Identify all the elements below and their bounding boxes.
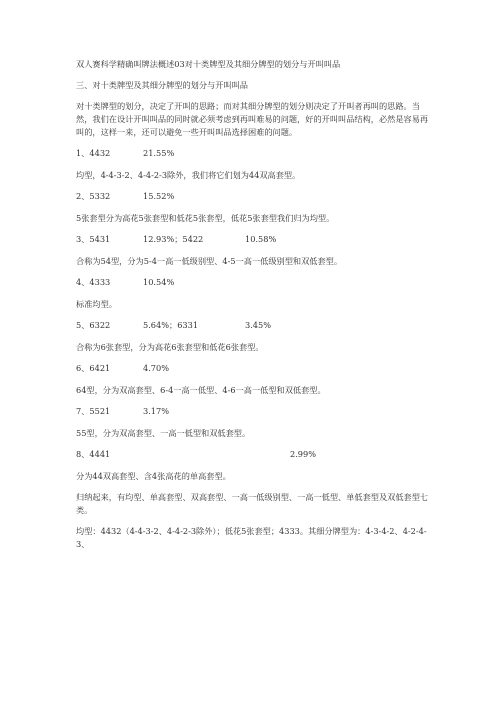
stat-line-2: 2、5332 15.52% [76,191,175,201]
summary-paragraph: 归纳起来，有均型、单高套型、双高套型、一高一低级别型、一高一低型、单低套型及双低套型七类。 [76,492,429,515]
desc-line-1: 均型，4-4-3-2、4-4-2-3除外，我们将它们划为44双高套型。 [76,170,301,180]
desc-line-5: 合称为6张套型，分为高花6张套型和低花6张套型。 [76,342,264,352]
stat-line-4: 4、4333 10.54% [76,277,175,287]
desc-line-4: 标准均型。 [76,299,117,309]
desc-line-3: 合称为54型，分为5-4一高一低级别型、4-5一高一低级别型和双低套型。 [76,256,343,266]
intro-paragraph: 对十类牌型的划分，决定了开叫的思路；而对其细分牌型的划分则决定了开叫者再叫的思路。当然，我们在设计开叫叫品的同时就必须考虑到再叫难易的问题，好的开叫叫品结构，必然是容易再叫的，这样一来，还可以避免一些开叫叫品选择困难的问题。 [76,101,429,137]
last-line: 均型：4432（4-4-3-2、4-4-2-3除外）；低花5张套型；4333。其细分牌型为：4-3-4-2、4-2-4-3、 [76,526,427,549]
stat-line-5: 5、6322 5.64%；6331 3.45% [76,320,272,330]
desc-line-7: 55型，分为双高套型、一高一低型和双低套型。 [76,428,251,438]
stat-line-1: 1、4432 21.55% [76,148,175,158]
stat-line-6: 6、6421 4.70% [76,363,170,373]
section-heading: 三、对十类牌型及其细分牌型的划分与开叫叫品 [76,80,248,90]
desc-line-2: 5张套型分为高花5张套型和低花5张套型，低花5张套型我们归为均型。 [76,213,335,223]
stat-line-3: 3、5431 12.93%；5422 10.58% [76,234,277,244]
stat-line-7: 7、5521 3.17% [76,406,170,416]
document-title: 双人赛科学精确叫牌法概述03对十类牌型及其细分牌型的划分与开叫叫品 [76,59,341,69]
stat-line-8: 8、4441 2.99% [76,449,317,459]
desc-line-8: 分为44双高套型、含4张高花的单高套型。 [76,471,231,481]
desc-line-6: 64型，分为双高套型、6-4一高一低型、4-6一高一低型和双低套型。 [76,385,326,395]
